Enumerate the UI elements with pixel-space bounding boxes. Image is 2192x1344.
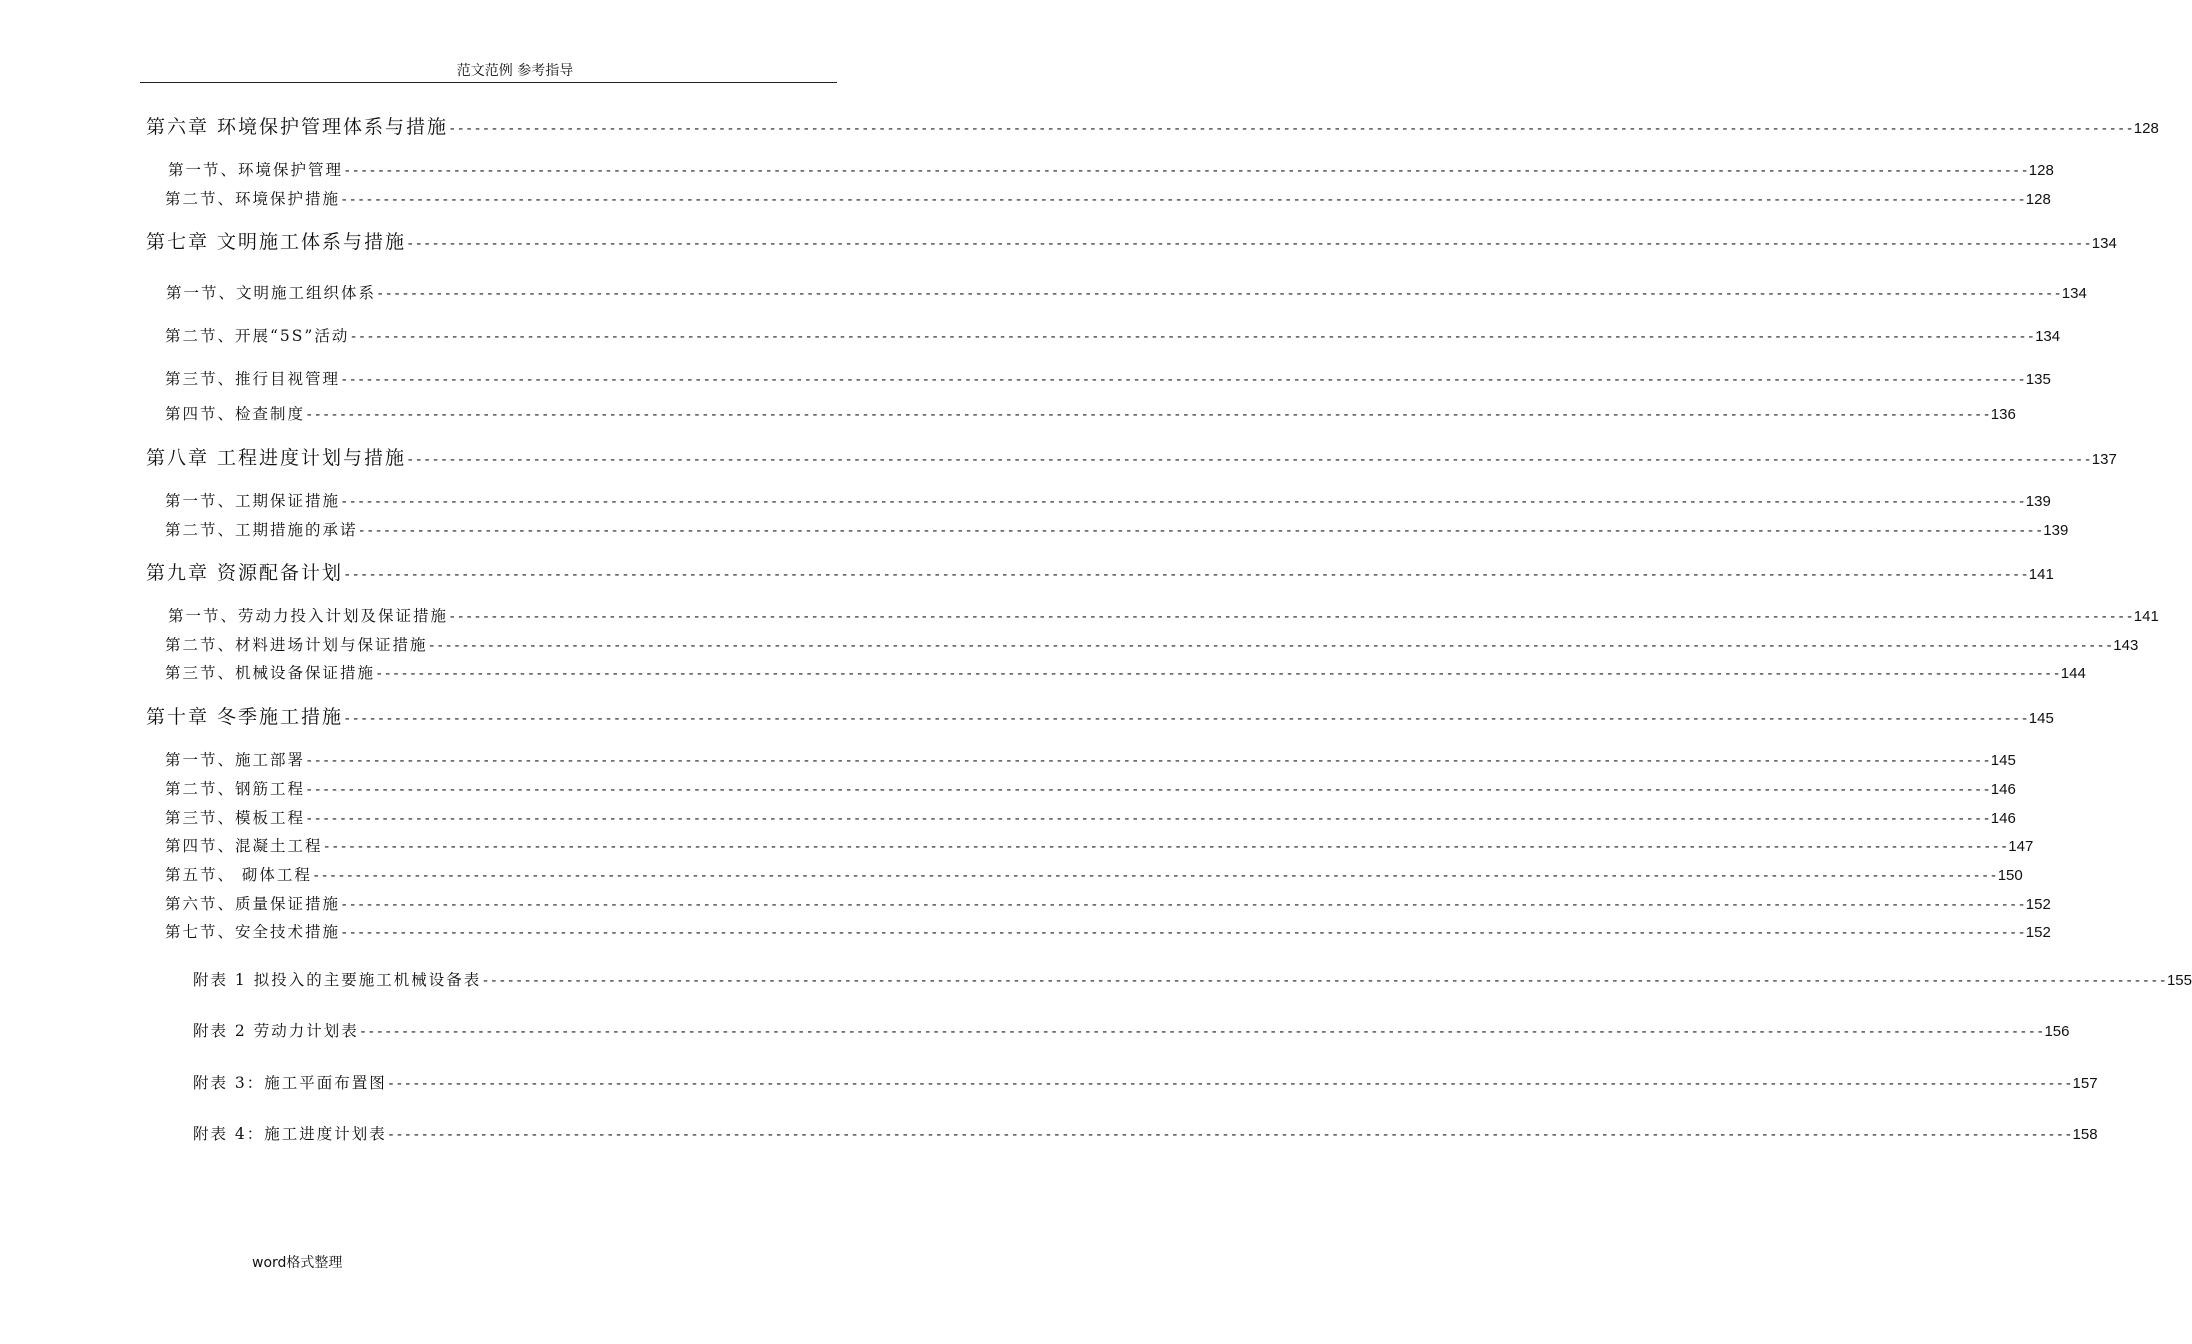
- toc-leader-line: --------------------------------------------------------------------------------------------------------------------------------------------------------------------------------------------------------: [406, 452, 2092, 468]
- toc-leader-line: --------------------------------------------------------------------------------------------------------------------------------------------------------------------------------------------------------: [376, 286, 2062, 302]
- toc-page-number: 146: [1990, 810, 2016, 827]
- toc-leader-line: --------------------------------------------------------------------------------------------------------------------------------------------------------------------------------------------------------: [340, 925, 2026, 941]
- toc-page-number: 128: [2028, 162, 2054, 179]
- toc-entry-title: 第一节、工期保证措施: [165, 492, 341, 510]
- toc-page-number: 155: [2166, 972, 2192, 989]
- toc-leader-line: --------------------------------------------------------------------------------------------------------------------------------------------------------------------------------------------------------: [305, 407, 1991, 423]
- toc-chapter-entry[interactable]: [146, 702, 2054, 728]
- toc-section-entry[interactable]: [165, 920, 2051, 946]
- toc-page-number: 135: [2025, 371, 2051, 388]
- toc-leader-line: --------------------------------------------------------------------------------------------------------------------------------------------------------------------------------------------------------: [340, 897, 2026, 913]
- toc-section-entry[interactable]: [193, 1019, 2070, 1045]
- toc-leader-line: --------------------------------------------------------------------------------------------------------------------------------------------------------------------------------------------------------: [305, 811, 1991, 827]
- toc-leader-line: --------------------------------------------------------------------------------------------------------------------------------------------------------------------------------------------------------: [343, 567, 2029, 583]
- toc-chapter-entry[interactable]: [146, 227, 2117, 253]
- toc-leader-line: --------------------------------------------------------------------------------------------------------------------------------------------------------------------------------------------------------: [427, 638, 2114, 654]
- toc-entry-title: 附表 1 拟投入的主要施工机械设备表: [193, 971, 482, 989]
- toc-entry-title: 第八章 工程进度计划与措施: [146, 447, 407, 469]
- toc-page-number: 146: [1990, 781, 2016, 798]
- page-footer: word格式整理: [252, 1255, 343, 1271]
- toc-leader-line: --------------------------------------------------------------------------------------------------------------------------------------------------------------------------------------------------------: [481, 973, 2167, 989]
- toc-leader-line: --------------------------------------------------------------------------------------------------------------------------------------------------------------------------------------------------------: [375, 666, 2061, 682]
- page-header: 范文范例 参考指导: [456, 63, 574, 79]
- toc-section-entry[interactable]: [165, 892, 2051, 918]
- toc-leader-line: --------------------------------------------------------------------------------------------------------------------------------------------------------------------------------------------------------: [305, 753, 1991, 769]
- toc-leader-line: --------------------------------------------------------------------------------------------------------------------------------------------------------------------------------------------------------: [386, 1076, 2073, 1092]
- toc-leader-line: --------------------------------------------------------------------------------------------------------------------------------------------------------------------------------------------------------: [349, 329, 2036, 345]
- toc-entry-title: 第十章 冬季施工措施: [146, 706, 344, 728]
- toc-section-entry[interactable]: [165, 748, 2016, 774]
- toc-page-number: 144: [2060, 665, 2086, 682]
- toc-entry-title: 第四节、检查制度: [165, 405, 306, 423]
- header-divider: [140, 82, 837, 83]
- toc-entry-title: 第一节、文明施工组织体系: [166, 284, 377, 302]
- toc-section-entry[interactable]: [165, 661, 2086, 687]
- toc-section-entry[interactable]: [165, 489, 2051, 515]
- toc-entry-title: 第四节、混凝土工程: [165, 837, 323, 855]
- toc-page-number: 157: [2072, 1075, 2098, 1092]
- toc-entry-title: 第一节、劳动力投入计划及保证措施: [168, 607, 449, 625]
- toc-page-number: 152: [2025, 924, 2051, 941]
- toc-section-entry[interactable]: [165, 633, 2139, 659]
- toc-section-entry[interactable]: [165, 834, 2034, 860]
- toc-leader-line: --------------------------------------------------------------------------------------------------------------------------------------------------------------------------------------------------------: [305, 782, 1991, 798]
- toc-chapter-entry[interactable]: [146, 112, 2159, 138]
- toc-chapter-entry[interactable]: [146, 443, 2117, 469]
- toc-leader-line: --------------------------------------------------------------------------------------------------------------------------------------------------------------------------------------------------------: [448, 121, 2134, 137]
- toc-leader-line: --------------------------------------------------------------------------------------------------------------------------------------------------------------------------------------------------------: [386, 1127, 2073, 1143]
- toc-page-number: 139: [2025, 493, 2051, 510]
- toc-leader-line: --------------------------------------------------------------------------------------------------------------------------------------------------------------------------------------------------------: [406, 236, 2092, 252]
- toc-page-number: 136: [1990, 406, 2016, 423]
- toc-entry-title: 第九章 资源配备计划: [146, 562, 344, 584]
- toc-page-number: 150: [1997, 867, 2023, 884]
- toc-entry-title: 第五节、 砌体工程: [165, 866, 312, 884]
- toc-page-number: 134: [2035, 328, 2061, 345]
- toc-page-number: 141: [2028, 566, 2054, 583]
- toc-page-number: 147: [2008, 838, 2034, 855]
- toc-page-number: 145: [2028, 710, 2054, 727]
- toc-leader-line: --------------------------------------------------------------------------------------------------------------------------------------------------------------------------------------------------------: [311, 868, 1998, 884]
- toc-entry-title: 第三节、机械设备保证措施: [165, 664, 376, 682]
- toc-page-number: 156: [2044, 1023, 2070, 1040]
- toc-page-number: 145: [1990, 752, 2016, 769]
- toc-entry-title: 第六节、质量保证措施: [165, 895, 341, 913]
- toc-leader-line: --------------------------------------------------------------------------------------------------------------------------------------------------------------------------------------------------------: [340, 192, 2026, 208]
- toc-section-entry[interactable]: [168, 158, 2054, 184]
- toc-page-number: 137: [2091, 451, 2117, 468]
- toc-section-entry[interactable]: [165, 863, 2023, 889]
- toc-leader-line: --------------------------------------------------------------------------------------------------------------------------------------------------------------------------------------------------------: [448, 609, 2134, 625]
- toc-section-entry[interactable]: [165, 777, 2016, 803]
- toc-entry-title: 附表 2 劳动力计划表: [193, 1022, 359, 1040]
- toc-leader-line: --------------------------------------------------------------------------------------------------------------------------------------------------------------------------------------------------------: [358, 1024, 2045, 1040]
- toc-section-entry[interactable]: [168, 604, 2159, 630]
- toc-page-number: 158: [2072, 1126, 2098, 1143]
- toc-page-number: 139: [2043, 522, 2069, 539]
- toc-page-number: 134: [2091, 235, 2117, 252]
- toc-entry-title: 第二节、工期措施的承诺: [165, 521, 358, 539]
- toc-page-number: 143: [2113, 637, 2139, 654]
- toc-page-number: 128: [2133, 120, 2159, 137]
- toc-leader-line: --------------------------------------------------------------------------------------------------------------------------------------------------------------------------------------------------------: [357, 523, 2044, 539]
- toc-leader-line: --------------------------------------------------------------------------------------------------------------------------------------------------------------------------------------------------------: [340, 494, 2026, 510]
- toc-leader-line: --------------------------------------------------------------------------------------------------------------------------------------------------------------------------------------------------------: [322, 839, 2009, 855]
- toc-chapter-entry[interactable]: [146, 558, 2054, 584]
- toc-section-entry[interactable]: [193, 968, 2192, 994]
- toc-section-entry[interactable]: [165, 367, 2051, 393]
- toc-leader-line: --------------------------------------------------------------------------------------------------------------------------------------------------------------------------------------------------------: [343, 163, 2029, 179]
- toc-section-entry[interactable]: [193, 1071, 2098, 1097]
- toc-leader-line: --------------------------------------------------------------------------------------------------------------------------------------------------------------------------------------------------------: [340, 372, 2026, 388]
- toc-entry-title: 附表 3：施工平面布置图: [193, 1074, 387, 1092]
- toc-page-number: 152: [2025, 896, 2051, 913]
- toc-entry-title: 第一节、环境保护管理: [168, 161, 344, 179]
- toc-entry-title: 第二节、开展“5S”活动: [165, 327, 350, 345]
- toc-section-entry[interactable]: [193, 1122, 2098, 1148]
- toc-entry-title: 第一节、施工部署: [165, 751, 306, 769]
- toc-entry-title: 第二节、钢筋工程: [165, 780, 306, 798]
- toc-section-entry[interactable]: [166, 281, 2087, 307]
- toc-entry-title: 第三节、模板工程: [165, 809, 306, 827]
- toc-section-entry[interactable]: [165, 402, 2016, 428]
- toc-page-number: 128: [2025, 191, 2051, 208]
- toc-entry-title: 第二节、环境保护措施: [165, 190, 341, 208]
- toc-page-number: 134: [2061, 285, 2087, 302]
- toc-entry-title: 第六章 环境保护管理体系与措施: [146, 116, 449, 138]
- toc-entry-title: 附表 4：施工进度计划表: [193, 1125, 387, 1143]
- toc-page-number: 141: [2133, 608, 2159, 625]
- toc-entry-title: 第七节、安全技术措施: [165, 923, 341, 941]
- toc-section-entry[interactable]: [165, 187, 2051, 213]
- toc-section-entry[interactable]: [165, 806, 2016, 832]
- toc-section-entry[interactable]: [165, 518, 2069, 544]
- toc-entry-title: 第二节、材料进场计划与保证措施: [165, 636, 428, 654]
- toc-entry-title: 第七章 文明施工体系与措施: [146, 231, 407, 253]
- toc-entry-title: 第三节、推行目视管理: [165, 370, 341, 388]
- toc-section-entry[interactable]: [165, 324, 2061, 350]
- toc-leader-line: --------------------------------------------------------------------------------------------------------------------------------------------------------------------------------------------------------: [343, 711, 2029, 727]
